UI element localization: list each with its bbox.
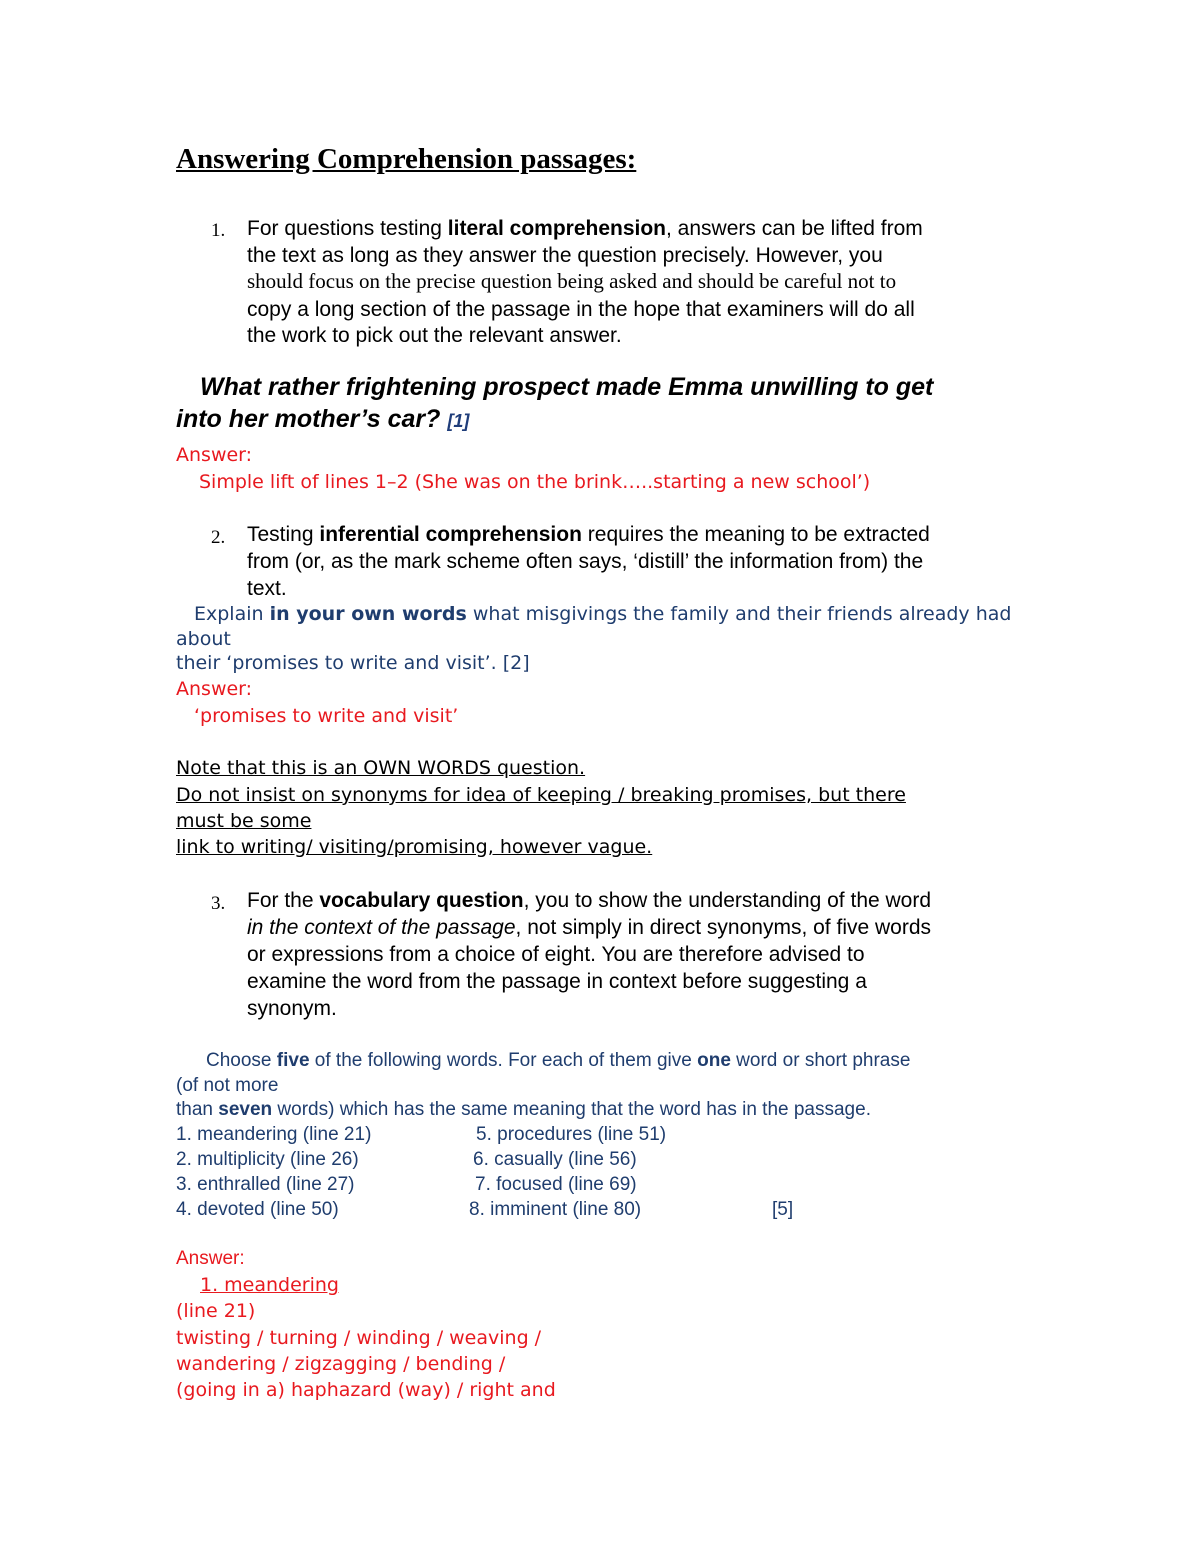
item-1-number: 1. [211, 220, 226, 241]
answer-1-text: Simple lift of lines 1–2 (She was on the brink…..starting a new school’) [199, 471, 871, 493]
note-line-4: link to writing/ visiting/promising, however vague. [176, 836, 653, 858]
note-line-2: Do not insist on synonyms for idea of keeping / breaking promises, but there [176, 784, 906, 806]
item-3-number: 3. [211, 893, 226, 914]
question-3-text: of the following words. For each of them give [309, 1050, 698, 1071]
item-2-number: 2. [211, 527, 226, 548]
item-3-line-1 [247, 887, 931, 914]
item-3-text: , not simply in direct synonyms, of five words [515, 916, 932, 939]
answer-3-line: (line 21) [176, 1300, 256, 1322]
question-1-mark: [1] [447, 411, 470, 431]
note-line-3: must be some [176, 810, 312, 832]
question-3-line-1 [206, 1050, 910, 1072]
item-1-line-2: the text as long as they answer the question precisely. However, you [247, 244, 883, 267]
question-2-line-3: their ‘promises to write and visit’. [2] [176, 652, 530, 674]
item-2-line-2: from (or, as the mark scheme often says, ‘distill’ the information from) the [247, 550, 924, 573]
item-1-line-1 [247, 215, 923, 242]
page-title: Answering Comprehension passages: [176, 143, 637, 175]
answer-3-label: Answer: [176, 1248, 245, 1269]
question-3-text: than [176, 1099, 219, 1120]
item-3-line-3: or expressions from a choice of eight. You are therefore advised to [247, 943, 865, 966]
answer-3-word: 1. meandering [200, 1274, 339, 1296]
question-3-mark: [5] [772, 1199, 794, 1220]
note-line-1: Note that this is an OWN WORDS question. [176, 757, 586, 779]
question-1-line-1: What rather frightening prospect made Emma unwilling to get [200, 373, 934, 401]
one-emphasis: one [697, 1050, 731, 1071]
question-2-text: Explain [194, 603, 270, 625]
word-choice-item: 3. enthralled (line 27) [176, 1174, 355, 1195]
literal-comprehension-term: literal comprehension [447, 217, 667, 240]
word-choice-item: 4. devoted (line 50) [176, 1199, 339, 1220]
answer-3-synonyms-2: wandering / zigzagging / bending / [176, 1353, 506, 1375]
answer-1-label: Answer: [176, 444, 253, 466]
question-3-text: word or short phrase [730, 1050, 911, 1071]
answer-3-synonyms-1: twisting / turning / winding / weaving / [176, 1327, 542, 1349]
in-context-emphasis: in the context of the passage [247, 916, 516, 939]
item-3-text: , you to show the understanding of the word [523, 889, 932, 912]
item-1-line-5: the work to pick out the relevant answer. [247, 324, 622, 347]
item-1-line-3: should focus on the precise question being asked and should be careful not to [247, 269, 897, 293]
word-choice-item: 6. casually (line 56) [473, 1149, 637, 1170]
item-3-line-5: synonym. [247, 997, 337, 1020]
item-2-text: requires the meaning to be extracted [581, 523, 930, 546]
word-choice-item: 8. imminent (line 80) [469, 1199, 642, 1220]
word-choice-item: 2. multiplicity (line 26) [176, 1149, 359, 1170]
question-2-text: what misgivings the family and their friends already had [466, 603, 1012, 625]
seven-emphasis: seven [218, 1099, 273, 1120]
own-words-emphasis: in your own words [269, 603, 467, 625]
answer-3-synonyms-3: (going in a) haphazard (way) / right and [176, 1379, 556, 1401]
item-3-line-4: examine the word from the passage in context before suggesting a [247, 970, 867, 993]
question-1-text: into her mother’s car? [176, 405, 448, 433]
question-2-line-1 [194, 603, 1011, 625]
item-1-text: For questions testing [247, 217, 448, 240]
vocabulary-question-term: vocabulary question [319, 889, 524, 912]
five-emphasis: five [276, 1050, 310, 1071]
answer-2-label: Answer: [176, 678, 253, 700]
question-3-text: Choose [206, 1050, 277, 1071]
word-choice-item: 5. procedures (line 51) [476, 1124, 667, 1145]
question-3-text: words) which has the same meaning that the word has in the passage. [272, 1099, 871, 1120]
item-3-line-2 [247, 914, 931, 941]
question-3-line-3 [176, 1099, 871, 1121]
item-3-text: For the [247, 889, 320, 912]
question-2-line-2: about [176, 628, 231, 650]
item-2-line-1 [247, 521, 930, 548]
question-1-line-2 [176, 405, 469, 434]
answer-2-text: ‘promises to write and visit’ [194, 705, 459, 727]
item-2-text: Testing [247, 523, 320, 546]
inferential-comprehension-term: inferential comprehension [319, 523, 582, 546]
item-2-line-3: text. [247, 577, 287, 600]
question-3-line-2: (of not more [176, 1075, 279, 1096]
item-1-text: , answers can be lifted from [666, 217, 923, 240]
word-choice-item: 1. meandering (line 21) [176, 1124, 372, 1145]
word-choice-item: 7. focused (line 69) [475, 1174, 637, 1195]
item-1-line-4: copy a long section of the passage in the hope that examiners will do all [247, 298, 915, 321]
